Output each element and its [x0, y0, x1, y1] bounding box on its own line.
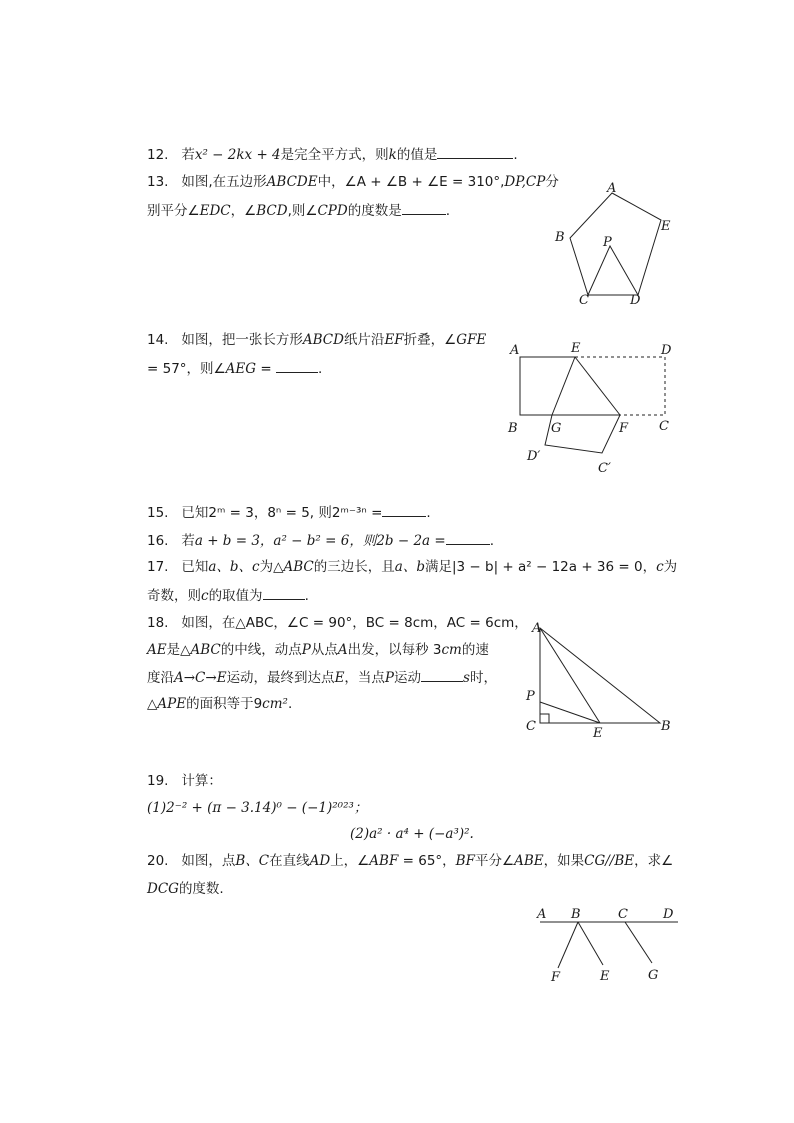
q17-c-2: c	[201, 588, 209, 604]
q18-t2f: 从点	[310, 642, 338, 658]
q17-end: .	[304, 588, 309, 604]
q12-text: 若	[181, 147, 195, 163]
q18-t4c: 的面积等于9	[186, 696, 263, 712]
q18-e: E	[334, 670, 345, 686]
rect-dashed-edges	[575, 357, 665, 415]
label-a: A	[510, 343, 520, 358]
median-ae	[540, 628, 600, 723]
q20-tc: 在直线	[269, 853, 310, 869]
q20-bc: B、C	[235, 853, 270, 869]
q13-number: 13.	[147, 174, 169, 190]
q15-answer-blank[interactable]	[382, 502, 426, 517]
q12-variable: k	[388, 147, 397, 163]
q17-c: c	[656, 559, 664, 575]
question-13-line-1	[147, 172, 559, 192]
segment-ge	[552, 357, 575, 415]
question-14-line-2	[147, 358, 322, 379]
label-f: F	[619, 421, 629, 436]
q18-t4a: △	[147, 696, 158, 712]
q15-end: .	[426, 505, 431, 521]
q13-text-2c: ，∠	[230, 203, 257, 219]
label-b: B	[555, 230, 565, 245]
q17-answer-blank[interactable]	[263, 585, 305, 600]
q18-cm2: cm²	[262, 696, 288, 712]
label-p: P	[526, 689, 535, 704]
label-f: F	[551, 970, 561, 985]
q12-text-post: 的值是	[396, 147, 438, 163]
q17-text-a: 已知	[181, 559, 209, 575]
q12-text-mid: 是完全平方式，则	[280, 147, 389, 163]
fold-line	[575, 357, 620, 415]
q13-text-2a: 别平分∠	[147, 203, 200, 219]
label-e: E	[661, 219, 671, 234]
q17-text-c: 的三边长，且	[313, 559, 395, 575]
q16-answer-blank[interactable]	[446, 530, 490, 545]
label-a: A	[607, 181, 617, 196]
q18-p2: P	[384, 670, 395, 686]
q18-t2b: 是△	[166, 642, 191, 658]
q18-cm: cm	[441, 642, 462, 658]
q18-end: .	[287, 696, 293, 712]
q17-condition: 满足|3 − b| + a² − 12a + 36 = 0，	[424, 559, 657, 575]
question-18-line-2	[147, 640, 489, 660]
label-e: E	[571, 341, 581, 356]
question-18-line-1	[147, 613, 528, 633]
q20-number: 20.	[147, 853, 169, 869]
q13-text: 如图,在五边形	[181, 174, 267, 190]
question-19-part-2: (2)a² · a⁴ + (−a³)².	[350, 826, 474, 842]
label-b: B	[661, 719, 671, 734]
question-17-line-2	[147, 585, 309, 606]
q18-number: 18.	[147, 615, 169, 631]
q20-te: 上，∠	[330, 853, 370, 869]
ray-bf	[558, 922, 578, 968]
label-a: A	[532, 621, 542, 636]
q20-ti: 平分∠	[474, 853, 515, 869]
ray-be	[578, 922, 603, 965]
q20-lines-figure	[530, 900, 690, 990]
q20-abf: ABF	[369, 853, 399, 869]
q14-text: 如图，把一张长方形	[181, 332, 303, 348]
q18-t2j: 的速	[461, 642, 489, 658]
q20-dcg: DCG	[147, 881, 179, 897]
q18-abc: ABC	[190, 642, 221, 658]
q20-abe: ABE	[514, 853, 544, 869]
q15-number: 15.	[147, 505, 169, 521]
q13-text-2g: 的度数是	[347, 203, 402, 219]
question-20-line-1	[147, 851, 673, 871]
q13-text-end: 分	[545, 174, 559, 190]
q18-t3i: 时，	[469, 670, 497, 686]
q14-text-b: 纸片沿	[343, 332, 385, 348]
question-13-line-2	[147, 200, 450, 221]
question-15	[147, 502, 431, 523]
question-18-line-4	[147, 694, 292, 714]
q20-tg: = 65°，	[398, 853, 456, 869]
q17-abc: a、b、c	[208, 559, 260, 575]
label-c: C	[579, 293, 589, 308]
q14-number: 14.	[147, 332, 169, 348]
label-c: C	[526, 719, 536, 734]
q18-t3e: ，当点	[344, 670, 385, 686]
q18-path: A→C→E	[174, 670, 227, 686]
q18-answer-blank[interactable]	[421, 667, 463, 682]
label-d: D	[663, 907, 674, 922]
question-12	[147, 144, 518, 165]
q17-text-2c: 的取值为	[208, 588, 263, 604]
q13-bisectors: DP,CP	[504, 174, 546, 190]
question-18-line-3	[147, 667, 497, 688]
q16-end: .	[489, 533, 494, 549]
rect-solid-edges	[520, 357, 575, 415]
q13-text-2e: ,则∠	[287, 203, 318, 219]
q14-equals: =	[256, 361, 276, 377]
q14-angle-aeg: AEG	[225, 361, 257, 377]
q13-angle-bcd: BCD	[256, 203, 288, 219]
q13-angle-cpd: CPD	[317, 203, 348, 219]
q14-fold: EF	[384, 332, 404, 348]
q18-text-1: 如图，在△ABC，∠C = 90°，BC = 8cm，AC = 6cm，	[181, 615, 528, 631]
q13-condition: 中，∠A + ∠B + ∠E = 310°,	[317, 174, 505, 190]
q20-tk: ，如果	[543, 853, 585, 869]
q18-t2d: 的中线，动点	[220, 642, 302, 658]
q18-p: P	[301, 642, 311, 658]
q16-pre: 若	[181, 533, 195, 549]
q18-t3a: 度沿	[147, 670, 174, 686]
q18-t3c: 运动，最终到达点	[226, 670, 335, 686]
q12-number: 12.	[147, 147, 169, 163]
q12-answer-blank[interactable]	[437, 144, 513, 159]
q13-pentagon-figure	[550, 180, 680, 310]
q16-number: 16.	[147, 533, 169, 549]
label-c-prime: C′	[598, 461, 611, 476]
q13-answer-blank[interactable]	[402, 200, 446, 215]
label-d: D	[630, 293, 641, 308]
q18-t2h: 出发，以每秒 3	[347, 642, 442, 658]
q14-text-c: 折叠，∠	[403, 332, 457, 348]
q15-text: 已知2ᵐ = 3，8ⁿ = 5, 则2ᵐ⁻³ⁿ =	[181, 505, 383, 521]
q14-answer-blank[interactable]	[276, 358, 318, 373]
q14-text-2a: = 57°，则∠	[147, 361, 226, 377]
q14-angle: GFE	[456, 332, 487, 348]
label-a: A	[537, 907, 547, 922]
q13-end: .	[445, 203, 451, 219]
label-d: D	[661, 343, 672, 358]
q18-ae: AE	[147, 642, 167, 658]
label-e: E	[600, 969, 610, 984]
q14-folding-figure	[505, 340, 685, 480]
q18-seconds: s	[463, 670, 470, 686]
q20-bf: BF	[455, 853, 475, 869]
ray-cg	[625, 922, 652, 963]
q20-ad: AD	[309, 853, 331, 869]
q18-triangle-figure	[520, 618, 680, 741]
label-b: B	[571, 907, 581, 922]
q13-angle-edc: EDC	[199, 203, 231, 219]
label-e: E	[593, 726, 603, 741]
q17-text-2a: 奇数，则	[147, 588, 201, 604]
q20-tm: ，求∠	[634, 853, 674, 869]
question-14-line-1	[147, 330, 486, 350]
q12-end: .	[513, 147, 518, 163]
q20-t2b: 的度数.	[178, 881, 224, 897]
pentagon-shape	[570, 193, 661, 295]
bisector-lines	[588, 246, 638, 295]
q18-ape: APE	[157, 696, 187, 712]
question-20-line-2	[147, 879, 224, 899]
label-g: G	[648, 968, 659, 983]
q14-end: .	[317, 361, 323, 377]
label-p: P	[603, 235, 612, 250]
q18-a: A	[337, 642, 348, 658]
q20-cg-be: CG//BE	[584, 853, 635, 869]
label-c: C	[618, 907, 628, 922]
right-angle-mark	[540, 714, 549, 723]
q17-text-e: 为	[663, 559, 678, 575]
q17-number: 17.	[147, 559, 169, 575]
q19-number: 19.	[147, 773, 169, 789]
label-b: B	[508, 421, 518, 436]
q20-ta: 如图，点	[181, 853, 236, 869]
q14-rect: ABCD	[302, 332, 344, 348]
label-c: C	[659, 419, 669, 434]
label-d-prime: D′	[527, 449, 541, 464]
q13-polygon: ABCDE	[266, 174, 318, 190]
q17-ab: a、b	[394, 559, 425, 575]
q19-title: 计算：	[181, 773, 222, 789]
q16-text: a + b = 3，a² − b² = 6，则2b − 2a =	[194, 533, 446, 549]
q17-text-b: 为△	[259, 559, 284, 575]
q17-triangle: ABC	[283, 559, 314, 575]
label-g: G	[551, 421, 562, 436]
question-16	[147, 530, 494, 551]
q12-expression: x² − 2kx + 4	[194, 147, 281, 163]
question-19-part-1: (1)2⁻² + (π − 3.14)⁰ − (−1)²⁰²³；	[147, 800, 368, 816]
q18-t3g: 运动	[394, 670, 422, 686]
question-19	[147, 771, 222, 791]
question-17-line-1	[147, 557, 677, 577]
